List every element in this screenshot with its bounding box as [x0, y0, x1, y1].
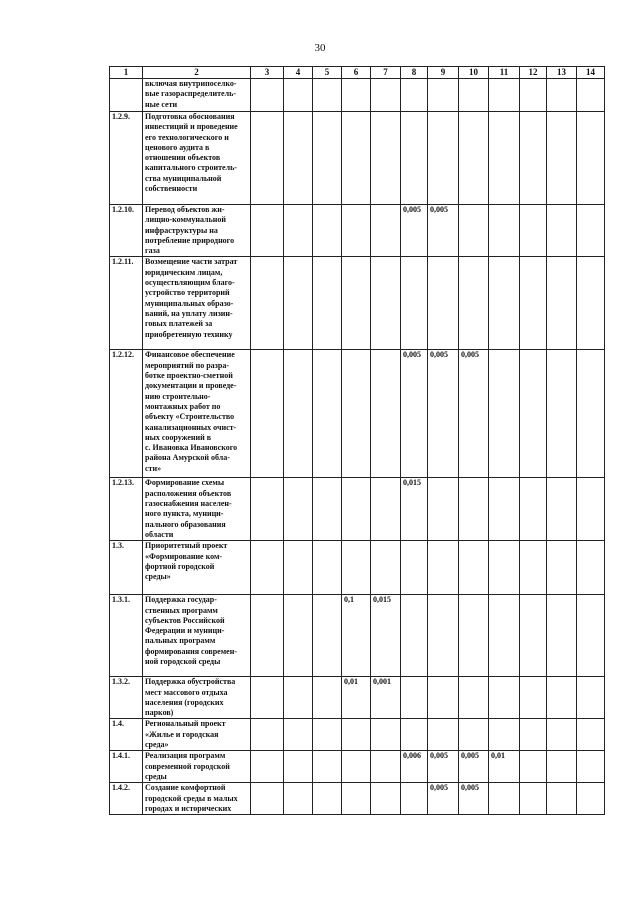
- value-cell: [251, 783, 284, 815]
- value-cell: [401, 112, 428, 205]
- value-cell: [520, 79, 547, 112]
- value-cell: [520, 719, 547, 751]
- value-cell: [520, 112, 547, 205]
- value-cell: 0,015: [401, 478, 428, 541]
- value-cell: [520, 478, 547, 541]
- value-cell: [459, 257, 489, 350]
- value-cell: 0,006: [401, 751, 428, 783]
- page-number: 30: [314, 42, 326, 54]
- value-cell: [313, 205, 342, 257]
- value-cell: [547, 350, 577, 478]
- table-row: [110, 350, 605, 478]
- value-cell: 0,01: [342, 677, 371, 719]
- row-number: 1.3.2.: [110, 677, 143, 719]
- value-cell: [371, 751, 401, 783]
- value-cell: [428, 541, 459, 595]
- table-row: [110, 205, 605, 257]
- value-cell: [520, 783, 547, 815]
- value-cell: [371, 112, 401, 205]
- value-cell: [459, 595, 489, 677]
- value-cell: [371, 79, 401, 112]
- row-name: Создание комфортной городской среды в малых городах и исторических: [143, 783, 251, 815]
- value-cell: [313, 751, 342, 783]
- row-name: Реализация программ современной городской среды: [143, 751, 251, 783]
- value-cell: [284, 112, 313, 205]
- value-cell: [342, 478, 371, 541]
- value-cell: [313, 677, 342, 719]
- value-cell: [459, 79, 489, 112]
- value-cell: [371, 478, 401, 541]
- header-cell: 8: [401, 67, 428, 79]
- value-cell: 0,005: [459, 783, 489, 815]
- value-cell: [313, 257, 342, 350]
- row-number: 1.2.9.: [110, 112, 143, 205]
- value-cell: [313, 719, 342, 751]
- table-row: [110, 783, 605, 815]
- header-cell: 10: [459, 67, 489, 79]
- row-name: Приоритетный проект «Формирование ком- фортной городской среды»: [143, 541, 251, 595]
- value-cell: 0,005: [459, 350, 489, 478]
- row-number: 1.4.1.: [110, 751, 143, 783]
- table-row: [110, 257, 605, 350]
- row-number: [110, 79, 143, 112]
- value-cell: [251, 205, 284, 257]
- value-cell: [520, 751, 547, 783]
- value-cell: [428, 112, 459, 205]
- value-cell: [284, 478, 313, 541]
- value-cell: [342, 541, 371, 595]
- header-cell: 5: [313, 67, 342, 79]
- value-cell: 0,01: [489, 751, 520, 783]
- value-cell: [489, 478, 520, 541]
- value-cell: [577, 541, 605, 595]
- row-name: Формирование схемы расположения объектов газоснабжения населен- ного пункта, муници- пального образования области: [143, 478, 251, 541]
- row-number: 1.2.13.: [110, 478, 143, 541]
- value-cell: [520, 350, 547, 478]
- value-cell: [371, 257, 401, 350]
- table-row: [110, 478, 605, 541]
- value-cell: [577, 205, 605, 257]
- value-cell: [428, 257, 459, 350]
- header-cell: 1: [110, 67, 143, 79]
- value-cell: [401, 595, 428, 677]
- row-name: Возмещение части затрат юридическим лицам, осуществляющим благо- устройство территорий муниципальных образо- ваний, на уплату лизин- говых платежей за приобретенную технику: [143, 257, 251, 350]
- value-cell: [577, 783, 605, 815]
- value-cell: [520, 595, 547, 677]
- value-cell: [428, 719, 459, 751]
- value-cell: [371, 783, 401, 815]
- value-cell: [251, 478, 284, 541]
- value-cell: [251, 595, 284, 677]
- table-row: [110, 595, 605, 677]
- value-cell: 0,005: [428, 783, 459, 815]
- value-cell: [577, 112, 605, 205]
- value-cell: [401, 719, 428, 751]
- value-cell: [489, 205, 520, 257]
- value-cell: [401, 257, 428, 350]
- table-row: [110, 751, 605, 783]
- value-cell: [489, 257, 520, 350]
- value-cell: [428, 595, 459, 677]
- header-cell: 7: [371, 67, 401, 79]
- value-cell: [489, 112, 520, 205]
- value-cell: [401, 677, 428, 719]
- row-number: 1.2.12.: [110, 350, 143, 478]
- header-cell: 3: [251, 67, 284, 79]
- value-cell: [401, 783, 428, 815]
- row-name: Поддержка обустройства мест массового отдыха населения (городских парков): [143, 677, 251, 719]
- value-cell: [489, 677, 520, 719]
- header-row: [110, 67, 605, 79]
- table-row: [110, 677, 605, 719]
- value-cell: [547, 751, 577, 783]
- value-cell: [547, 205, 577, 257]
- value-cell: [547, 677, 577, 719]
- header-cell: 14: [577, 67, 605, 79]
- row-name: Поддержка государ- ственных программ субъектов Российской Федерации и муници- пальных программ формирования современ- ной городской среды: [143, 595, 251, 677]
- value-cell: [251, 541, 284, 595]
- header-cell: 4: [284, 67, 313, 79]
- value-cell: [342, 751, 371, 783]
- value-cell: [489, 595, 520, 677]
- row-number: 1.4.2.: [110, 783, 143, 815]
- value-cell: [251, 751, 284, 783]
- row-name: Перевод объектов жи- лищно-коммунальной инфраструктуры на потребление природного газа: [143, 205, 251, 257]
- value-cell: [371, 541, 401, 595]
- value-cell: [401, 541, 428, 595]
- value-cell: [313, 783, 342, 815]
- value-cell: [284, 677, 313, 719]
- value-cell: [489, 350, 520, 478]
- value-cell: [577, 350, 605, 478]
- header-cell: 9: [428, 67, 459, 79]
- header-cell: 6: [342, 67, 371, 79]
- row-number: 1.2.11.: [110, 257, 143, 350]
- row-number: 1.4.: [110, 719, 143, 751]
- value-cell: [547, 478, 577, 541]
- value-cell: [577, 677, 605, 719]
- value-cell: [547, 541, 577, 595]
- value-cell: [459, 478, 489, 541]
- value-cell: [342, 719, 371, 751]
- value-cell: 0,015: [371, 595, 401, 677]
- value-cell: [577, 751, 605, 783]
- value-cell: [577, 257, 605, 350]
- value-cell: [489, 783, 520, 815]
- value-cell: [342, 783, 371, 815]
- value-cell: [251, 350, 284, 478]
- table-row: [110, 719, 605, 751]
- row-name: включая внутрипоселко- вые газораспределитель- ные сети: [143, 79, 251, 112]
- value-cell: 0,005: [459, 751, 489, 783]
- value-cell: [428, 677, 459, 719]
- value-cell: 0,005: [428, 350, 459, 478]
- value-cell: [459, 205, 489, 257]
- value-cell: [284, 205, 313, 257]
- value-cell: [520, 205, 547, 257]
- row-name: Подготовка обоснования инвестиций и проведение его технологического и ценового аудита в отношении объектов капитального строитель- ства муниципальной собственности: [143, 112, 251, 205]
- value-cell: 0,005: [428, 205, 459, 257]
- value-cell: [251, 677, 284, 719]
- value-cell: [401, 79, 428, 112]
- data-table: [109, 66, 605, 815]
- value-cell: [284, 257, 313, 350]
- value-cell: [284, 751, 313, 783]
- value-cell: [577, 719, 605, 751]
- value-cell: [284, 783, 313, 815]
- value-cell: [520, 541, 547, 595]
- value-cell: [371, 205, 401, 257]
- value-cell: [284, 79, 313, 112]
- row-name: Региональный проект «Жилье и городская среда»: [143, 719, 251, 751]
- value-cell: [371, 350, 401, 478]
- value-cell: [459, 719, 489, 751]
- header-cell: 12: [520, 67, 547, 79]
- value-cell: [547, 112, 577, 205]
- value-cell: [489, 79, 520, 112]
- header-cell: 13: [547, 67, 577, 79]
- value-cell: [251, 257, 284, 350]
- value-cell: [342, 205, 371, 257]
- value-cell: [547, 257, 577, 350]
- row-number: 1.2.10.: [110, 205, 143, 257]
- value-cell: [577, 595, 605, 677]
- value-cell: [342, 257, 371, 350]
- value-cell: [284, 350, 313, 478]
- value-cell: [313, 541, 342, 595]
- value-cell: [371, 719, 401, 751]
- header-cell: 11: [489, 67, 520, 79]
- value-cell: [520, 677, 547, 719]
- value-cell: [342, 350, 371, 478]
- value-cell: [251, 719, 284, 751]
- value-cell: [547, 719, 577, 751]
- table-row: [110, 79, 605, 112]
- value-cell: 0,001: [371, 677, 401, 719]
- value-cell: 0,005: [401, 205, 428, 257]
- value-cell: [284, 541, 313, 595]
- value-cell: [342, 79, 371, 112]
- value-cell: [547, 79, 577, 112]
- value-cell: [313, 112, 342, 205]
- table-row: [110, 112, 605, 205]
- value-cell: [428, 79, 459, 112]
- value-cell: [251, 79, 284, 112]
- value-cell: [284, 595, 313, 677]
- value-cell: [459, 112, 489, 205]
- value-cell: [577, 79, 605, 112]
- value-cell: [577, 478, 605, 541]
- value-cell: 0,005: [401, 350, 428, 478]
- header-cell: 2: [143, 67, 251, 79]
- value-cell: [313, 595, 342, 677]
- value-cell: [547, 595, 577, 677]
- value-cell: [459, 677, 489, 719]
- row-number: 1.3.: [110, 541, 143, 595]
- value-cell: [489, 541, 520, 595]
- value-cell: [459, 541, 489, 595]
- value-cell: [428, 478, 459, 541]
- value-cell: 0,005: [428, 751, 459, 783]
- value-cell: [520, 257, 547, 350]
- value-cell: [489, 719, 520, 751]
- row-number: 1.3.1.: [110, 595, 143, 677]
- value-cell: [342, 112, 371, 205]
- table-row: [110, 541, 605, 595]
- value-cell: [313, 79, 342, 112]
- value-cell: [284, 719, 313, 751]
- value-cell: [313, 478, 342, 541]
- value-cell: [251, 112, 284, 205]
- value-cell: [547, 783, 577, 815]
- value-cell: [313, 350, 342, 478]
- row-name: Финансовое обеспечение мероприятий по разра- ботке проектно-сметной документации и проведе- нию строительно- монтажных работ по объекту «Строительство канализационных очист- ных сооружений в с. Ивановка Ивановского района Амурской обла- сти»: [143, 350, 251, 478]
- value-cell: 0,1: [342, 595, 371, 677]
